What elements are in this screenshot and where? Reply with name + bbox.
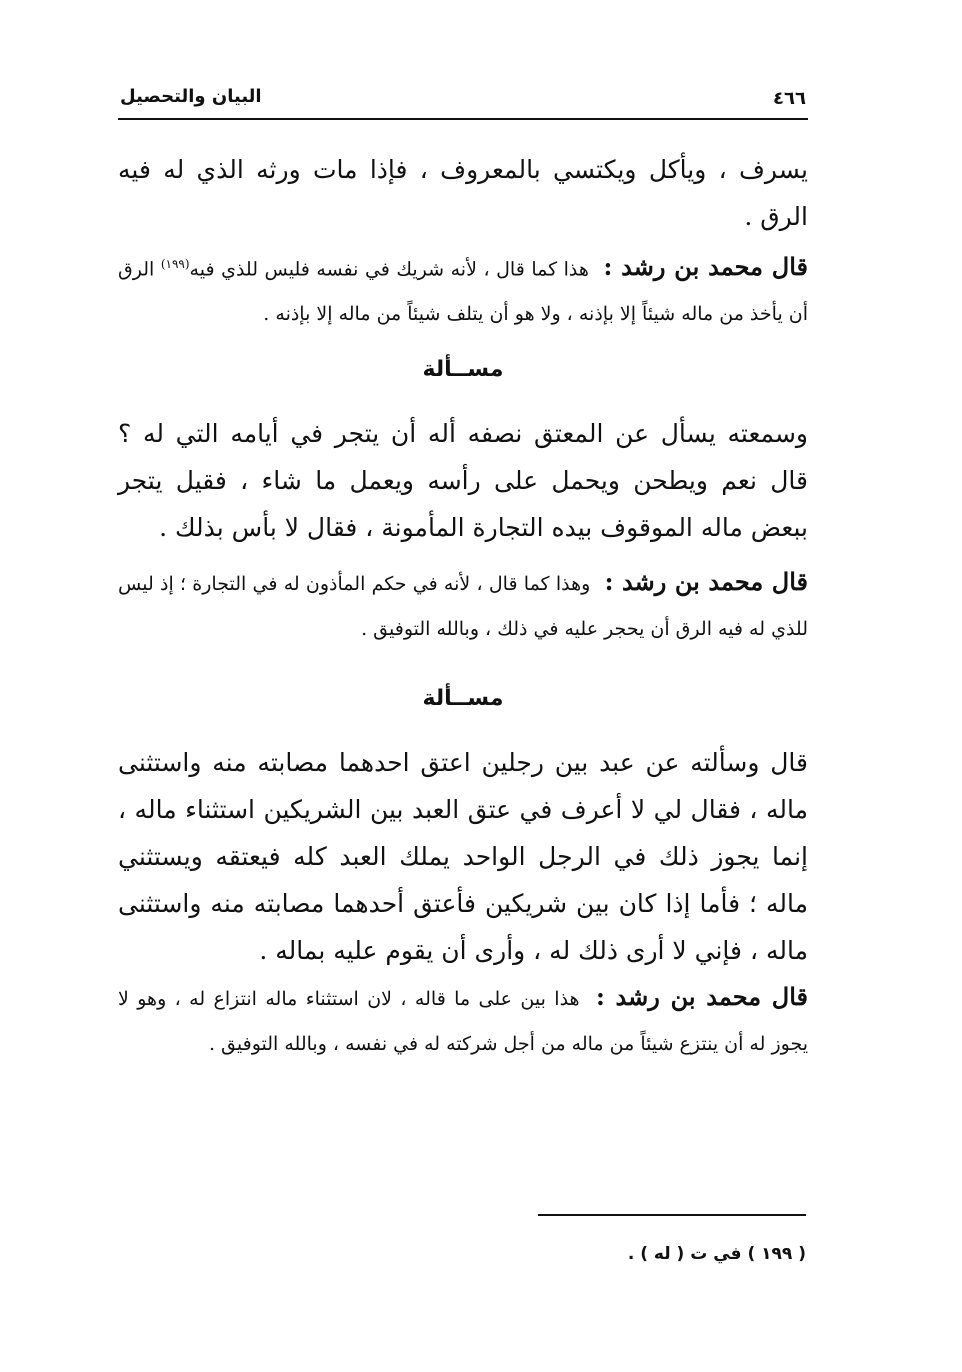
section-heading: مســألة xyxy=(422,686,504,712)
commentary-speaker: قال محمد بن رشد : xyxy=(595,982,808,1012)
commentary-text: وهذا كما قال ، لأنه في حكم المأذون له في التجارة ؛ إذ ليس للذي له فيه الرق أن يحجر عليه في ذلك ، وبالله التوفيق . xyxy=(118,573,808,641)
commentary-text: هذا كما قال ، لأنه شريك في نفسه فليس للذي فيه xyxy=(189,258,589,281)
commentary-speaker: قال محمد بن رشد : xyxy=(604,567,808,597)
running-title: البيان والتحصيل xyxy=(120,86,262,107)
commentary-paragraph xyxy=(118,559,808,652)
footnote-marker: (١٩٩) xyxy=(160,257,190,271)
footnote: ( ١٩٩ ) في ت ( له ) . xyxy=(627,1244,806,1264)
paragraph: يسرف ، ويأكل ويكتسي بالمعروف ، فإذا مات ورثه الذي له فيه الرق . xyxy=(118,155,808,231)
commentary-text: هذا بين على ما قاله ، لان استثناء ماله انتزاع له ، وهو لا يجوز له أن ينتزع شيئاً من ماله من أجل شركته له في نفسه ، وبالله التوفيق . xyxy=(118,988,808,1056)
commentary-text-continued: الرق أن يأخذ من ماله شيئاً إلا بإذنه ، ولا هو أن يتلف شيئاً من ماله إلا بإذنه . xyxy=(118,258,808,326)
commentary-paragraph xyxy=(118,974,808,1067)
commentary-paragraph xyxy=(118,242,808,337)
paragraph: قال وسألته عن عبد بين رجلين اعتق احدهما مصابته منه واستثنى ماله ، فقال لي لا أعرف في عتق العبد بين الشريكين استثناء ماله ، إنما يجوز ذلك في الرجل الواحد يملك العبد كله فيعتقه ويستثني ماله ؛ فأما إذا كان بين شريكين فأعتق أحدهما مصابته منه واستثنى ماله ، فإني لا أرى ذلك له ، وأرى أن يقوم عليه بماله . xyxy=(118,748,808,966)
page-number: ٤٦٦ xyxy=(773,88,806,109)
book-page xyxy=(118,82,808,1312)
footnote-divider xyxy=(538,1214,806,1216)
commentary-speaker: قال محمد بن رشد : xyxy=(603,252,808,282)
page-header xyxy=(118,82,808,120)
section-heading: مســألة xyxy=(422,357,504,383)
paragraph: وسمعته يسأل عن المعتق نصفه أله أن يتجر في أيامه التي له ؟ قال نعم ويطحن ويحمل على رأسه ويعمل ما شاء ، فقيل يتجر ببعض ماله الموقوف بيده التجارة المأمونة ، فقال لا بأس بذلك . xyxy=(118,419,808,543)
